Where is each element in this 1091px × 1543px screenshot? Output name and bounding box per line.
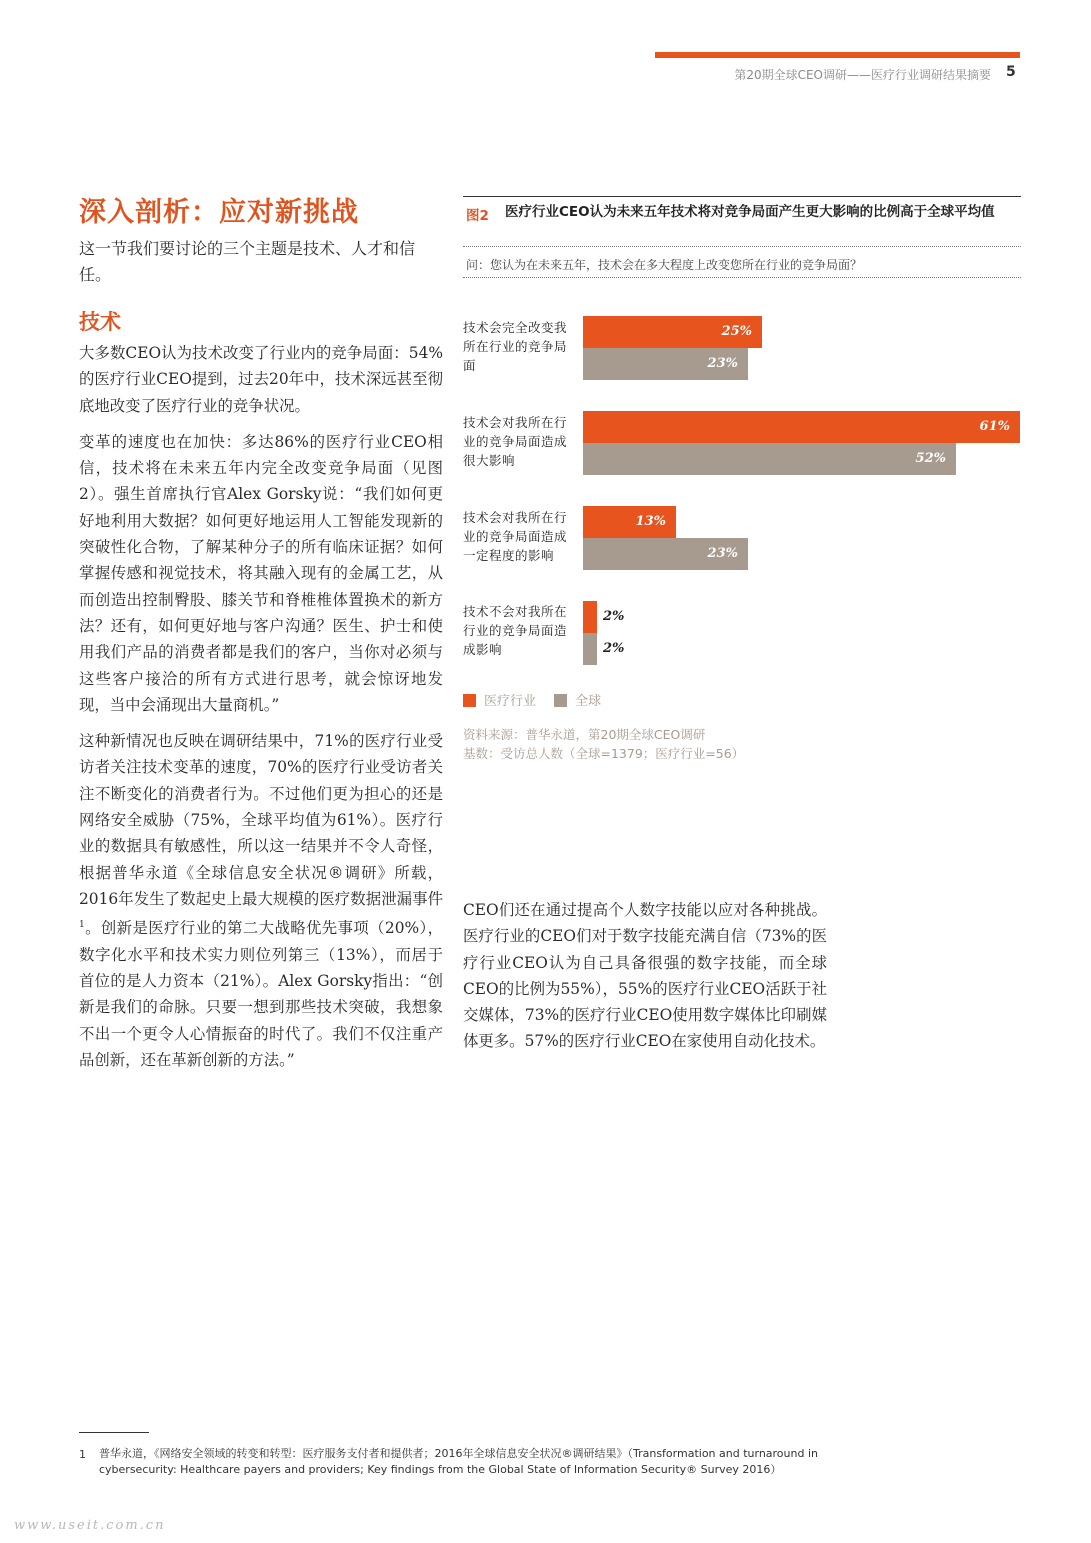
category-label: 技术会对我所在行业的竞争局面造成一定程度的影响 — [463, 510, 568, 563]
bar-value-label: 2% — [603, 609, 625, 624]
bar-global-3 — [583, 633, 597, 665]
footnote-text: 普华永道，《网络安全领域的转变和转型：医疗服务支付者和提供者；2016年全球信息安全状况®调研结果》（Transformation and turnaround in cybersecurity: Healthcare payers and providers; Key findings from the Global State of Information Security® Survey 2016） — [99, 1447, 818, 1476]
bar-value-label: 2% — [603, 641, 625, 656]
figure-source — [463, 725, 744, 763]
left-column — [79, 340, 443, 1083]
bar-value-label: 52% — [915, 451, 946, 466]
bar-value-label: 61% — [979, 419, 1010, 434]
bar-industry-3 — [583, 601, 597, 633]
paragraph: CEO们还在通过提高个人数字技能以应对各种挑战。医疗行业的CEO们对于数字技能充满自信（73%的医疗行业CEO认为自己具备很强的数字技能，而全球CEO的比例为55%），55%的医疗行业CEO活跃于社交媒体，73%的医疗行业CEO使用数字媒体比印刷媒体更多。57%的医疗行业CEO在家使用自动化技术。 — [463, 901, 827, 1051]
figure-divider — [463, 277, 1021, 278]
paragraph — [79, 728, 443, 1073]
footnote-ref[interactable]: 1 — [79, 920, 85, 931]
section-intro: 这一节我们要讨论的三个主题是技术、人才和信任。 — [79, 239, 416, 284]
running-title: 第20期全球CEO调研——医疗行业调研结果摘要 — [734, 68, 991, 82]
category-label: 技术会完全改变我所在行业的竞争局面 — [463, 320, 568, 373]
paragraph: 大多数CEO认为技术改变了行业内的竞争局面：54%的医疗行业CEO提到，过去20年中，技术深远甚至彻底地改变了医疗行业的竞争状况。 — [79, 344, 443, 415]
base-line: 基数：受访总人数（全球=1379；医疗行业=56） — [463, 746, 745, 761]
figure-divider — [463, 246, 1021, 247]
category-label: 技术不会对我所在行业的竞争局面造成影响 — [463, 604, 568, 657]
figure-question: 问：您认为在未来五年，技术会在多大程度上改变您所在行业的竞争局面？ — [466, 258, 863, 272]
legend-label: 全球 — [575, 694, 602, 709]
footnote-rule — [79, 1432, 149, 1433]
paragraph-text: 。创新是医疗行业的第二大战略优先事项（20%），数字化水平和技术实力则位列第三（13%），而居于首位的是人力资本（21%）。Alex Gorsky指出：“创新是我们的命脉。只要一想到那些技术突破，我想象不出一个更令人心情振奋的时代了。我们不仅注重产品创新，还在革新创新的方法。” — [79, 919, 443, 1069]
paragraph: 变革的速度也在加快：多达86%的医疗行业CEO相信，技术将在未来五年内完全改变竞争局面（见图2）。强生首席执行官Alex Gorsky说：“我们如何更好地利用大数据？如何更好地运用人工智能发现新的突破性化合物，了解某种分子的所有临床证据？如何掌握传感和视觉技术，将其融入现有的金属工艺，从而创造出控制臀股、膝关节和脊椎椎体置换术的新方法？还有，如何更好地与客户沟通？医生、护士和使用我们产品的消费者都是我们的客户，当你对必须与这些客户接洽的所有方式进行思考，就会惊讶地发现，当中会涌现出大量商机。” — [79, 432, 443, 714]
page-number: 5 — [1006, 64, 1016, 80]
header-accent-bar — [655, 52, 1020, 58]
watermark: www.useit.com.cn — [14, 1518, 166, 1533]
figure-top-rule — [463, 196, 1021, 197]
legend-swatch — [554, 694, 567, 707]
legend-item-industry — [463, 690, 536, 709]
subheading-technology: 技术 — [79, 309, 121, 334]
right-column — [463, 897, 827, 1055]
section-title: 深入剖析：应对新挑战 — [79, 197, 359, 228]
figure-title: 医疗行业CEO认为未来五年技术将对竞争局面产生更大影响的比例高于全球平均值 — [505, 204, 995, 220]
chart-legend — [463, 690, 615, 709]
source-line: 资料来源：普华永道，第20期全球CEO调研 — [463, 727, 706, 742]
footnote-number: 1 — [79, 1448, 86, 1461]
bar-value-label: 23% — [707, 546, 738, 561]
bar-value-label: 25% — [721, 324, 752, 339]
category-label: 技术会对我所在行业的竞争局面造成很大影响 — [463, 415, 568, 468]
legend-item-global — [554, 690, 601, 709]
figure-label: 图2 — [466, 208, 489, 224]
legend-swatch — [463, 694, 476, 707]
bar-value-label: 13% — [635, 514, 666, 529]
paragraph-text: 这种新情况也反映在调研结果中，71%的医疗行业受访者关注技术变革的速度，70%的医疗行业受访者关注不断变化的消费者行为。不过他们更为担心的还是网络安全威胁（75%，全球平均值为61%）。医疗行业的数据具有敏感性，所以这一结果并不令人奇怪，根据普华永道《全球信息安全状况®调研》所载，2016年发生了数起史上最大规模的医疗数据泄漏事件 — [79, 732, 443, 908]
bar-value-label: 23% — [707, 356, 738, 371]
legend-label: 医疗行业 — [484, 694, 537, 709]
